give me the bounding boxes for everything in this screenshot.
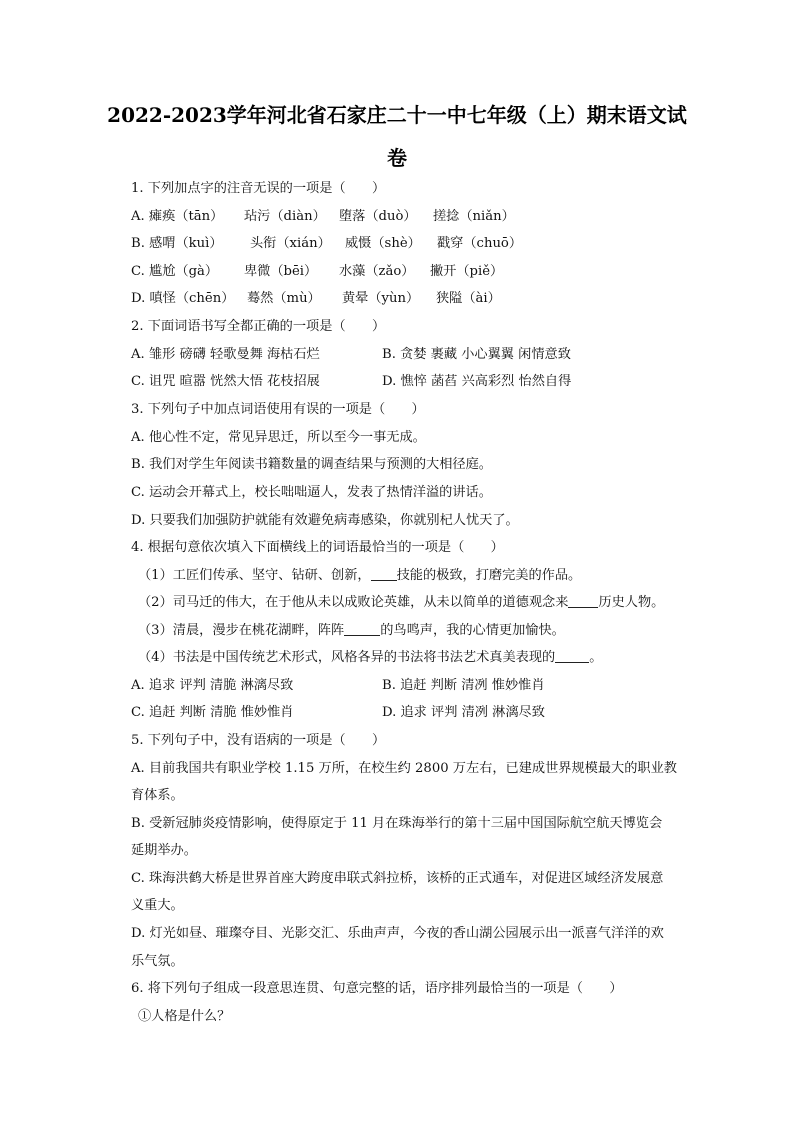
question-4-sentence-2	[138, 594, 718, 612]
question-2-stem: 2. 下面词语书写全都正确的一项是（ ）	[131, 319, 386, 334]
q4-s1-after: 技能的极致，打磨完美的作品。	[396, 568, 582, 583]
q1-b-item-4: 戳穿（chuō）	[437, 236, 523, 251]
question-5-stem: 5. 下列句子中，没有语病的一项是（ ）	[131, 733, 386, 748]
question-4-stem: 4. 根据句意依次填入下面横线上的词语最恰当的一项是（ ）	[131, 540, 504, 555]
question-5-option-d: D. 灯光如昼、璀璨夺目、光影交汇、乐曲声声，今夜的香山湖公园展示出一派喜气洋洋的欢	[131, 926, 664, 941]
question-6-sentence-1: ①人格是什么？	[138, 1009, 231, 1024]
question-4-sentence-4	[138, 649, 718, 667]
q4-option-b: B. 追赶 判断 清冽 惟妙惟肖	[382, 678, 545, 693]
page-title: 2022-2023学年河北省石家庄二十一中七年级（上）期末语文试	[107, 103, 687, 127]
question-5-option-d-cont: 乐气氛。	[131, 954, 184, 969]
q1-d-item-3: 黄晕（yùn）	[342, 291, 420, 306]
q2-option-d: D. 憔悴 菡萏 兴高彩烈 怡然自得	[382, 374, 572, 389]
question-5-option-a: A. 目前我国共有职业学校 1.15 万所，在校生约 2800 万左右，已建成世界规模最大的职业教	[131, 761, 677, 776]
q4-option-a: A. 追求 评判 清脆 淋漓尽致	[131, 678, 294, 693]
q4-option-d: D. 追求 评判 清冽 淋漓尽致	[382, 705, 545, 720]
question-5-option-b: B. 受新冠肺炎疫情影响，使得原定于 11 月在珠海举行的第十三届中国国际航空航天博览会	[131, 816, 663, 831]
q4-s3-after: 的鸟鸣声，我的心情更加愉快。	[380, 623, 565, 638]
q4-s2-after: 历史人物。	[598, 595, 665, 610]
q1-c-item-2: 卑微（bēi）	[244, 264, 318, 279]
q1-a-item-3: 堕落（duò）	[339, 209, 417, 224]
q1-c-item-4: 撇开（piě）	[430, 264, 504, 279]
q4-option-c: C. 追赶 判断 清脆 惟妙惟肖	[131, 705, 294, 720]
q1-b-item-1: B. 感喟（kuì）	[131, 236, 223, 251]
fill-blank	[371, 568, 397, 581]
q4-s3-before: （3）清晨，漫步在桃花湖畔，阵阵	[138, 623, 345, 638]
q1-b-item-3: 威慑（shè）	[345, 236, 421, 251]
q4-s2-before: （2）司马迁的伟大，在于他从未以成败论英雄，从未以简单的道德观念来	[138, 595, 569, 610]
q1-a-item-1: A. 瘫痪（tān）	[131, 209, 224, 224]
question-3-option-d: D. 只要我们加强防护就能有效避免病毒感染，你就别杞人忧天了。	[131, 513, 519, 528]
fill-blank	[568, 595, 598, 608]
fill-blank	[344, 623, 380, 636]
q2-option-c: C. 诅咒 暄嚣 恍然大悟 花枝招展	[131, 374, 320, 389]
q4-s4-before: （4）书法是中国传统艺术形式，风格各异的书法将书法艺术真美表现的	[138, 650, 556, 665]
q1-d-item-2: 蓦然（mù）	[247, 291, 321, 306]
question-5-option-c-cont: 义重大。	[131, 898, 184, 913]
q1-d-item-4: 狭隘（ài）	[436, 291, 501, 306]
q4-s4-after: 。	[589, 650, 603, 665]
question-5-option-c: C. 珠海洪鹤大桥是世界首座大跨度串联式斜拉桥，该桥的正式通车，对促进区域经济发展意	[131, 871, 664, 886]
fill-blank	[555, 650, 589, 663]
question-4-sentence-1	[138, 567, 718, 585]
question-4-sentence-3	[138, 622, 718, 640]
question-3-option-a: A. 他心性不定，常见异思迁，所以至今一事无成。	[131, 430, 426, 445]
question-5-option-b-cont: 延期举办。	[131, 843, 197, 858]
q1-b-item-2: 头衔（xián）	[250, 236, 331, 251]
question-5-option-a-cont: 育体系。	[131, 788, 184, 803]
question-3-option-b: B. 我们对学生年阅读书籍数量的调查结果与预测的大相径庭。	[131, 457, 492, 472]
q1-c-item-1: C. 尴尬（gà）	[131, 264, 219, 279]
q1-a-item-2: 玷污（diàn）	[244, 209, 326, 224]
q2-option-b: B. 贪婪 裹藏 小心翼翼 闲情意致	[382, 347, 571, 362]
q2-option-a: A. 雏形 磅礴 轻歌曼舞 海枯石烂	[131, 347, 320, 362]
q1-d-item-1: D. 嗔怪（chēn）	[131, 291, 235, 306]
q1-c-item-3: 水藻（zǎo）	[339, 264, 415, 279]
page-title-continued: 卷	[387, 146, 407, 170]
question-3-option-c: C. 运动会开幕式上，校长咄咄逼人，发表了热情洋溢的讲话。	[131, 485, 492, 500]
q1-a-item-4: 搓捻（niǎn）	[433, 209, 515, 224]
question-3-stem: 3. 下列句子中加点词语使用有误的一项是（ ）	[131, 402, 425, 417]
q4-s1-before: （1）工匠们传承、坚守、钻研、创新，	[138, 568, 371, 583]
question-1-stem: 1. 下列加点字的注音无误的一项是（ ）	[131, 181, 386, 196]
question-6-stem: 6. 将下列句子组成一段意思连贯、句意完整的话，语序排列最恰当的一项是（ ）	[131, 981, 623, 996]
